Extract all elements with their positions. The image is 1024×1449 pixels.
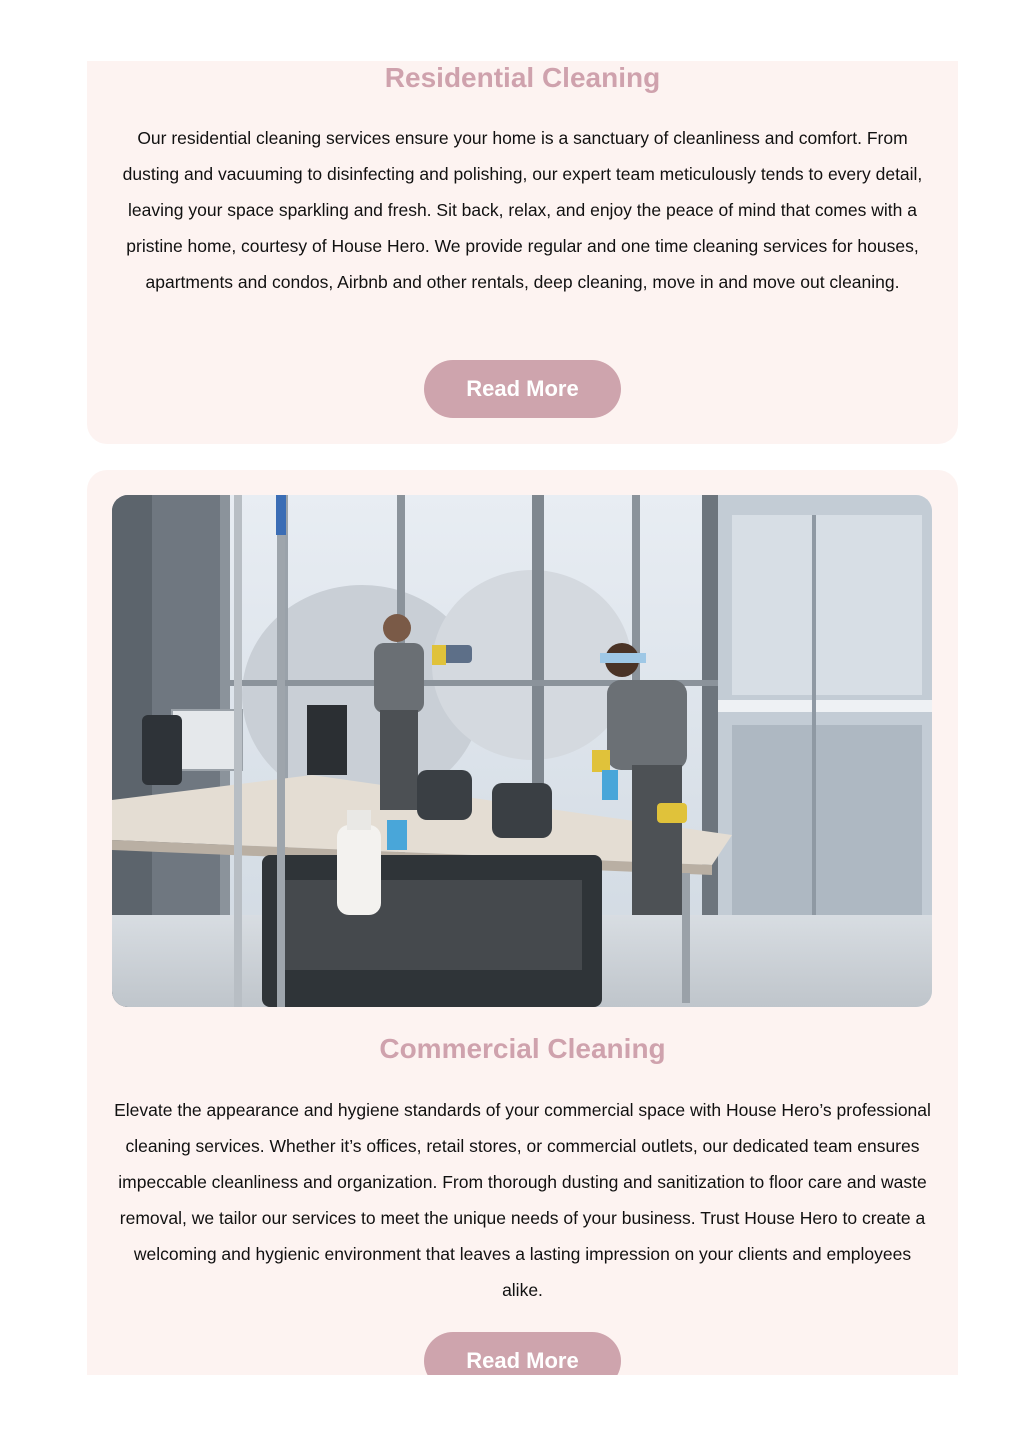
office-cleaning-photo <box>112 495 932 1007</box>
residential-cleaning-card <box>87 61 958 444</box>
residential-cleaning-description: Our residential cleaning services ensure your home is a sanctuary of cleanliness and comfort. From dusting and vacuuming to disinfecting and polishing, our expert team meticulously tends to every detail, leaving your space sparkling and fresh. Sit back, relax, and enjoy the peace of mind that comes with a pristine home, courtesy of House Hero. We provide regular and one time cleaning services for houses, apartments and condos, Airbnb and other rentals, deep cleaning, move in and move out cleaning. <box>122 128 923 292</box>
residential-read-more-button[interactable]: Read More <box>424 360 621 418</box>
commercial-cleaning-title: Commercial Cleaning <box>379 1033 666 1064</box>
commercial-cleaning-card <box>87 470 958 1375</box>
commercial-read-more-button[interactable]: Read More <box>424 1332 621 1375</box>
commercial-cleaning-description: Elevate the appearance and hygiene standards of your commercial space with House Hero’s professional cleaning services. Whether it’s offices, retail stores, or commercial outlets, our dedicated team ensures impeccable cleanliness and organization. From thorough dusting and sanitization to floor care and waste removal, we tailor our services to meet the unique needs of your business. Trust House Hero to create a welcoming and hygienic environment that leaves a lasting impression on your clients and employees alike. <box>114 1100 931 1300</box>
residential-cleaning-title: Residential Cleaning <box>384 62 661 93</box>
